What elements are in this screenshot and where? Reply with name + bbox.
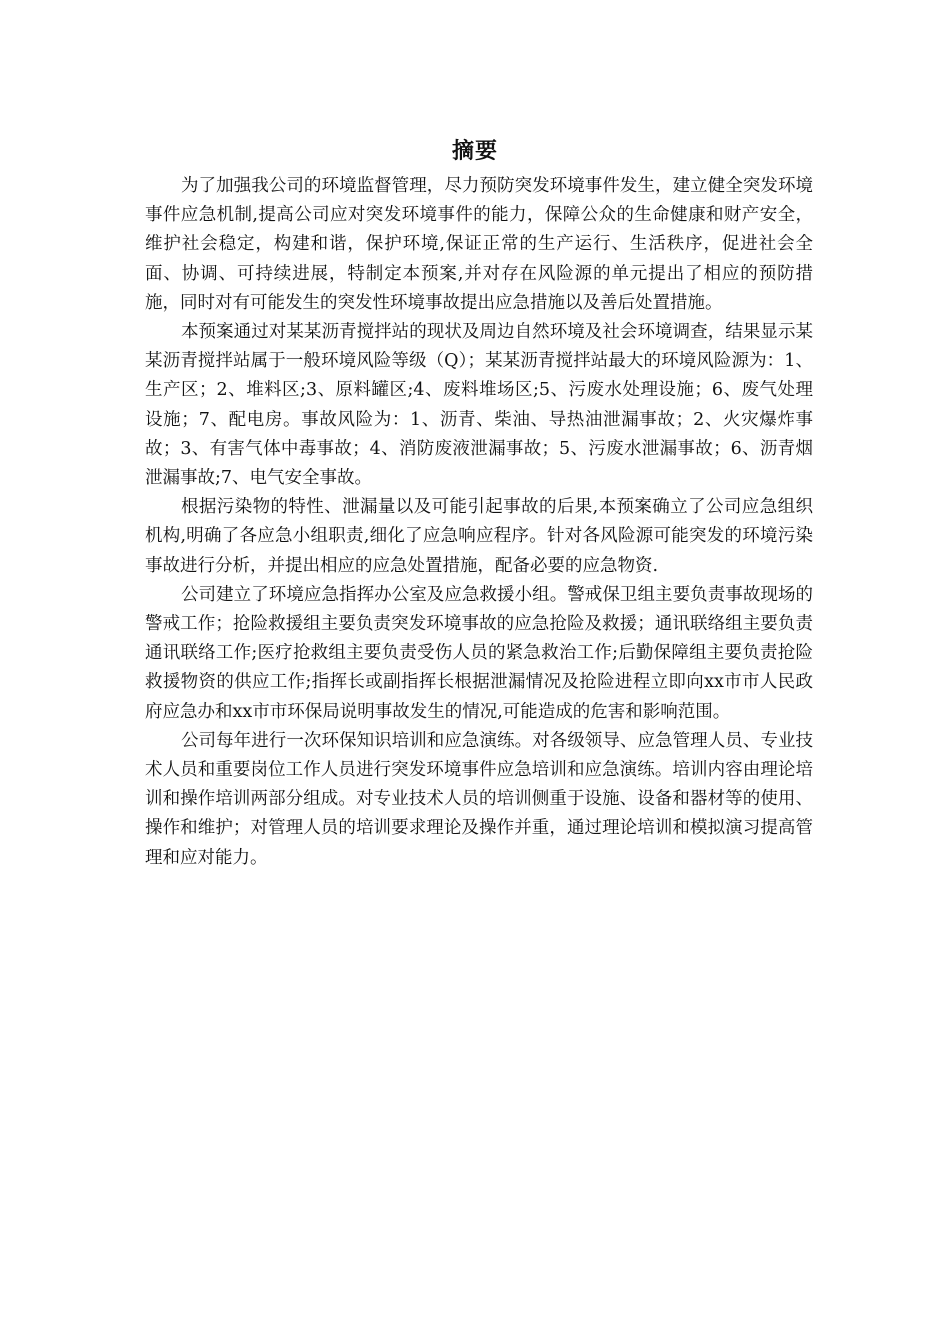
paragraph-purpose: 为了加强我公司的环境监督管理，尽力预防突发环境事件发生，建立健全突发环境事件应急机制,提高公司应对突发环境事件的能力，保障公众的生命健康和财产安全，维护社会稳定，构建和谐，保护环境,保证正常的生产运行、生活秩序，促进社会全面、协调、可持续进展，特制定本预案,并对存在风险源的单元提出了相应的预防措施，同时对有可能发生的突发性环境事故提出应急措施以及善后处置措施。 — [145, 176, 813, 313]
paragraph-risk-sources: 本预案通过对某某沥青搅拌站的现状及周边自然环境及社会环境调查，结果显示某某沥青搅拌站属于一般环境风险等级（Q）；某某沥青搅拌站最大的环境风险源为：1、生产区；2、堆料区;3、原料罐区;4、废料堆场区;5、污废水处理设施；6、废气处理设施；7、配电房。事故风险为：1、沥青、柴油、导热油泄漏事故；2、火灾爆炸事故；3、有害气体中毒事故；4、消防废液泄漏事故；5、污废水泄漏事故；6、沥青烟泄漏事故;7、电气安全事故。 — [145, 322, 813, 489]
paragraph-training: 公司每年进行一次环保知识培训和应急演练。对各级领导、应急管理人员、专业技术人员和重要岗位工作人员进行突发环境事件应急培训和应急演练。培训内容由理论培训和操作培训两部分组成。对专业技术人员的培训侧重于设施、设备和器材等的使用、操作和维护；对管理人员的培训要求理论及操作并重，通过理论培训和模拟演习提高管理和应对能力。 — [145, 730, 813, 868]
abstract-title: 摘要 — [451, 137, 498, 164]
abstract-body — [145, 172, 813, 873]
paragraph-response-teams: 公司建立了环境应急指挥办公室及应急救援小组。警戒保卫组主要负责事故现场的警戒工作；抢险救援组主要负责突发环境事故的应急抢险及救援；通讯联络组主要负责通讯联络工作;医疗抢救组主要负责受伤人员的紧急救治工作;后勤保障组主要负责抢险救援物资的供应工作;指挥长或副指挥长根据泄漏情况及抢险进程立即向xx市市人民政府应急办和xx市市环保局说明事故发生的情况,可能造成的危害和影响范围。 — [145, 584, 813, 722]
paragraph-emergency-organization: 根据污染物的特性、泄漏量以及可能引起事故的后果,本预案确立了公司应急组织机构,明确了各应急小组职责,细化了应急响应程序。针对各风险源可能突发的环境污染事故进行分析，并提出相应的应急处置措施，配备必要的应急物资. — [145, 497, 813, 576]
